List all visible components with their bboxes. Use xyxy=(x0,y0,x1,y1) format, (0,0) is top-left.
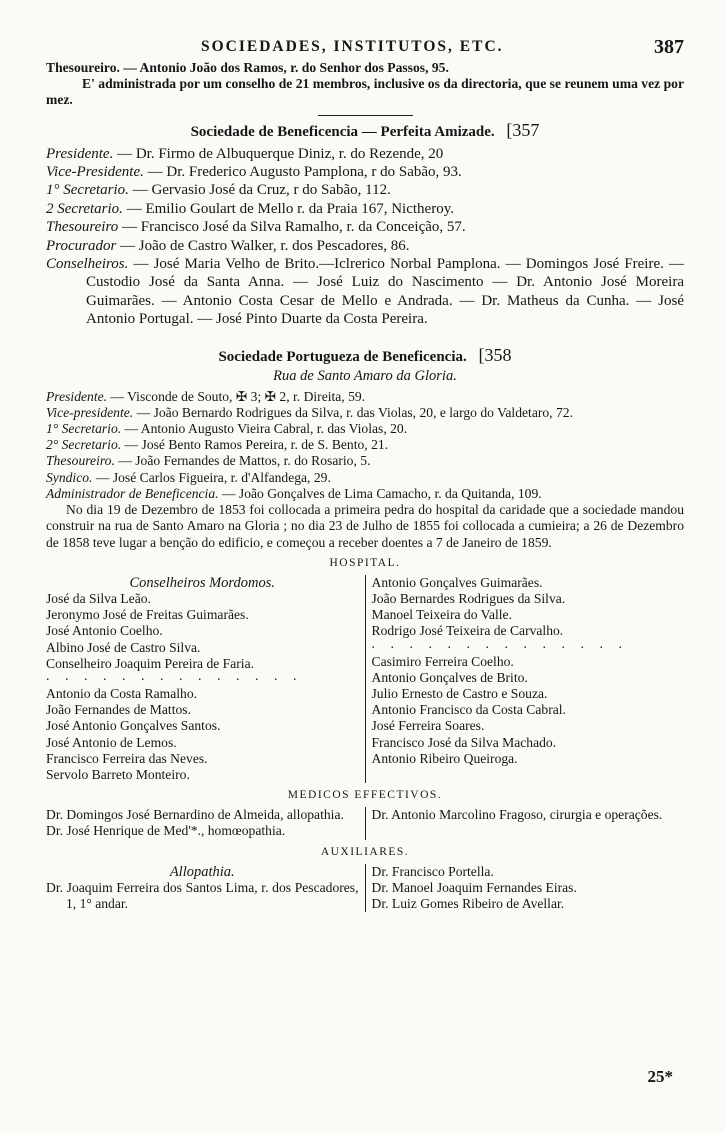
list-item: José Ferreira Soares. xyxy=(371,718,485,734)
list-item: Conselheiros. — José Maria Velho de Brito.—Iclrerico Norbal Pamplona. — Domingos José Freire. — Custodio José da Santa Anna. — José Luiz do Nascimento — Dr. Antonio José Moreira Guimarães. — Antonio Costa Cesar de Mello e Andrada. — Dr. Matheus da Cunha. — José Antonio Portugal. — José Pinto Duarte da Costa Pereira. xyxy=(46,256,684,328)
list-item: Francisco José da Silva Machado. xyxy=(371,734,557,750)
section-address: Rua de Santo Amaro da Gloria. xyxy=(273,367,457,384)
list-item: Antonio Gonçalves Guimarães. xyxy=(371,574,543,590)
list-item: Thesoureiro. — João Fernandes de Mattos, r. do Rosario, 5. xyxy=(46,453,371,469)
list-item: Manoel Teixeira do Valle. xyxy=(371,607,512,623)
list-item: José Antonio de Lemos. xyxy=(46,734,177,750)
dot-leader: . . . . . . . . . . . . . . xyxy=(371,636,628,652)
section-title: Sociedade Portugueza de Beneficencia. xyxy=(218,348,467,365)
list-item: Dr. Francisco Portella. xyxy=(371,863,494,879)
list-item: Dr. Domingos José Bernardino de Almeida, allopathia. xyxy=(46,807,344,823)
header-title: SOCIEDADES, INSTITUTOS, ETC. xyxy=(201,38,504,55)
list-item: Vice-presidente. — João Bernardo Rodrigues da Silva, r. das Violas, 20, e largo do Valdetaro, 72. xyxy=(46,404,573,420)
page-number: 387 xyxy=(654,36,684,58)
list-item: Presidente. — Dr. Firmo de Albuquerque Diniz, r. do Rezende, 20 xyxy=(46,145,444,162)
medicos-columns xyxy=(46,807,684,839)
medicos-heading: MEDICOS EFFECTIVOS. xyxy=(287,789,443,802)
list-item: Vice-Presidente. — Dr. Frederico Augusto Pamplona, r do Sabão, 93. xyxy=(46,164,462,181)
list-item: Procurador — João de Castro Walker, r. dos Pescadores, 86. xyxy=(46,237,410,254)
medicos-right-column xyxy=(366,807,685,839)
list-item: 1° Secretario. — Antonio Augusto Vieira Cabral, r. das Violas, 20. xyxy=(46,421,408,437)
list-item: Presidente. — Visconde de Souto, ✠ 3; ✠ 2, r. Direita, 59. xyxy=(46,388,366,404)
list-item: João Bernardes Rodrigues da Silva. xyxy=(371,590,566,606)
list-item: Dr. José Henrique de Med'*., homœopathia. xyxy=(46,823,286,839)
intro-council: E' administrada por um conselho de 21 membros, inclusive os da directoria, que se reunem uma vez por mez. xyxy=(46,76,684,108)
hospital-heading: HOSPITAL. xyxy=(329,556,401,569)
intro-treasurer: Thesoureiro. — Antonio João dos Ramos, r. do Senhor dos Passos, 95. xyxy=(46,60,449,75)
section-title: Sociedade de Beneficencia — Perfeita Amizade. xyxy=(190,123,495,140)
divider xyxy=(318,115,413,116)
auxiliares-columns xyxy=(46,864,684,913)
medicos-left-column xyxy=(46,807,366,839)
list-item: Francisco Ferreira das Neves. xyxy=(46,750,208,766)
list-item: Antonio Francisco da Costa Cabral. xyxy=(371,702,566,718)
hospital-columns xyxy=(46,575,684,783)
section-heading-perfeita xyxy=(46,120,684,141)
list-item: Rodrigo José Teixeira de Carvalho. xyxy=(371,623,564,639)
list-item: 2° Secretario. — José Bento Ramos Pereira, r. de S. Bento, 21. xyxy=(46,437,389,453)
perfeita-list xyxy=(46,145,684,329)
list-item: 1° Secretario. — Gervasio José da Cruz, r do Sabão, 112. xyxy=(46,182,391,199)
list-item: Servolo Barreto Monteiro. xyxy=(46,766,190,782)
hospital-right-column xyxy=(366,575,685,783)
list-item: Casimiro Ferreira Coelho. xyxy=(371,653,514,669)
list-item: Conselheiro Joaquim Pereira de Faria. xyxy=(46,655,255,671)
hospital-left-column xyxy=(46,575,366,783)
list-item: Dr. Antonio Marcolino Fragoso, cirurgia e operações. xyxy=(371,807,663,823)
list-item: José Antonio Coelho. xyxy=(46,623,163,639)
list-item: Antonio da Costa Ramalho. xyxy=(46,685,198,701)
list-item: Jeronymo José de Freitas Guimarães. xyxy=(46,607,249,623)
section-ref: [357 xyxy=(506,119,540,140)
auxiliares-right-column xyxy=(366,864,685,913)
list-item: Dr. Manoel Joaquim Fernandes Eiras. xyxy=(371,879,577,895)
list-item: José da Silva Leão. xyxy=(46,590,151,606)
list-item: Administrador de Beneficencia. — João Gonçalves de Lima Camacho, r. da Quitanda, 109. xyxy=(46,485,542,501)
list-item: Dr. Luiz Gomes Ribeiro de Avellar. xyxy=(371,895,565,911)
column-heading: Conselheiros Mordomos. xyxy=(129,574,276,591)
auxiliares-left-column xyxy=(46,864,366,913)
running-header xyxy=(46,38,684,60)
dot-leader: . . . . . . . . . . . . . . xyxy=(46,668,303,684)
list-item: José Antonio Gonçalves Santos. xyxy=(46,718,221,734)
section-ref: [358 xyxy=(478,344,512,365)
portugueza-list xyxy=(46,389,684,502)
list-item: Antonio Gonçalves de Brito. xyxy=(371,669,528,685)
document-page xyxy=(46,38,684,912)
auxiliares-heading: AUXILIARES. xyxy=(320,845,410,858)
list-item: João Fernandes de Mattos. xyxy=(46,702,191,718)
section-heading-portugueza xyxy=(46,345,684,366)
list-item: Albino José de Castro Silva. xyxy=(46,639,201,655)
history-paragraph: No dia 19 de Dezembro de 1853 foi collocada a primeira pedra do hospital da caridade que a sociedade mandou construir na rua de Santo Amaro na Gloria ; no dia 23 de Julho de 1855 foi collocada a cumieira; a 26 de Dezembro de 1858 teve lugar a benção do edificio, e começou a receber doentes a 7 de Janeiro de 1859. xyxy=(46,502,684,550)
list-item: Syndico. — José Carlos Figueira, r. d'Alfandega, 29. xyxy=(46,469,331,485)
column-heading: Allopathia. xyxy=(169,863,235,880)
list-item: Dr. Joaquim Ferreira dos Santos Lima, r. dos Pescadores, 1, 1° andar. xyxy=(46,879,359,911)
signature-mark: 25* xyxy=(647,1067,673,1086)
list-item: Thesoureiro — Francisco José da Silva Ramalho, r. da Conceição, 57. xyxy=(46,219,466,236)
list-item: Antonio Ribeiro Queiroga. xyxy=(371,750,518,766)
list-item: Julio Ernesto de Castro e Souza. xyxy=(371,685,548,701)
list-item: 2 Secretario. — Emilio Goulart de Mello r. da Praia 167, Nictheroy. xyxy=(46,200,454,217)
